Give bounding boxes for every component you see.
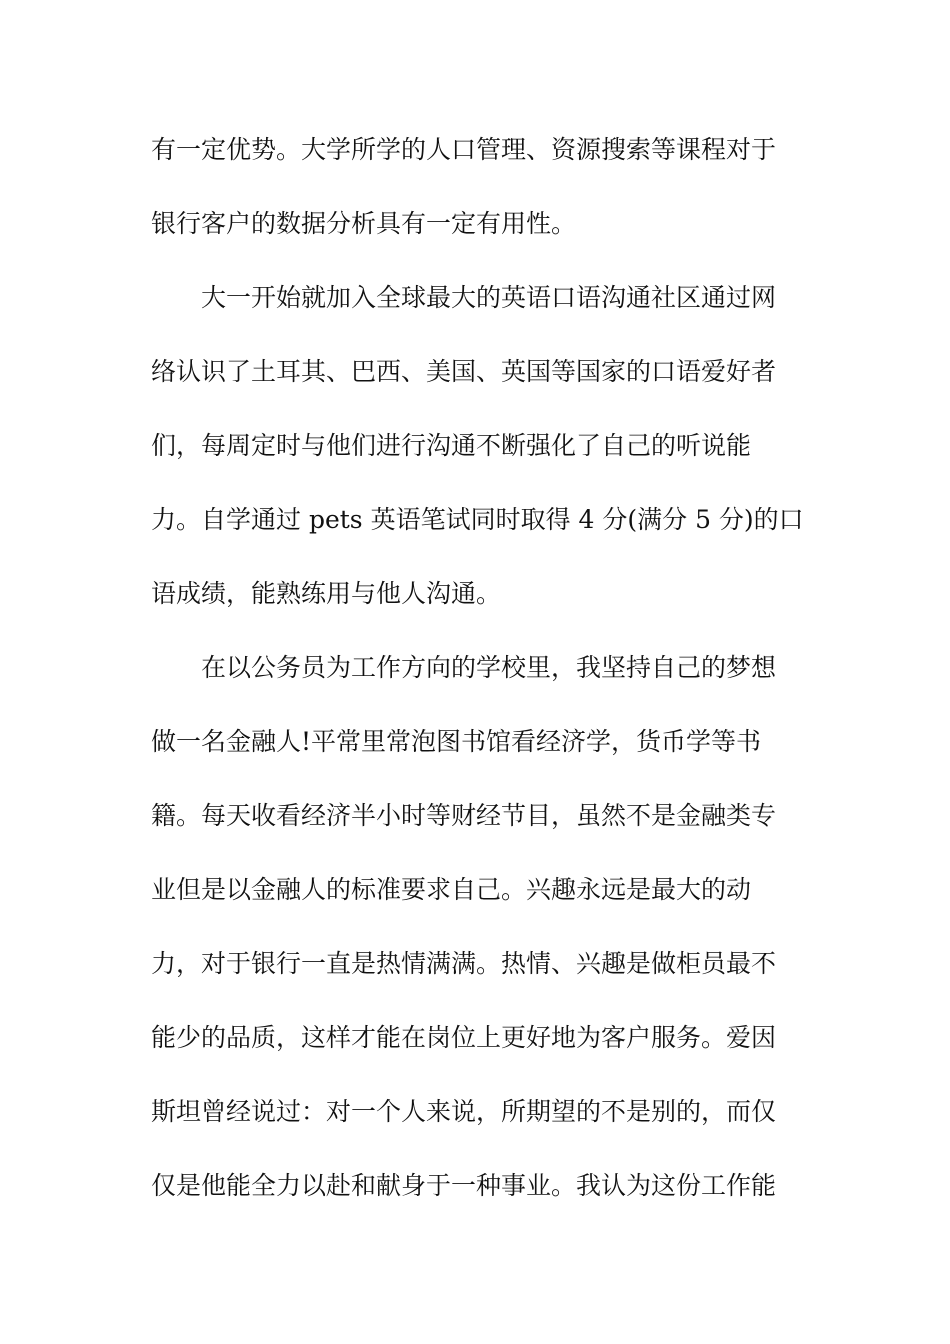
text-line: 籍。每天收看经济半小时等财经节目，虽然不是金融类专 <box>151 801 777 830</box>
text-line: 络认识了土耳其、巴西、美国、英国等国家的口语爱好者 <box>151 357 777 386</box>
text-line: 银行客户的数据分析具有一定有用性。 <box>151 209 577 238</box>
body-text <box>151 127 804 1237</box>
paragraph-start-line: 在以公务员为工作方向的学校里，我坚持自己的梦想 <box>201 653 777 682</box>
text-line: 做一名金融人!平常里常泡图书馆看经济学，货币学等书 <box>151 727 762 756</box>
text-line: 们，每周定时与他们进行沟通不断强化了自己的听说能 <box>151 431 752 460</box>
text-line: 有一定优势。大学所学的人口管理、资源搜索等课程对于 <box>151 135 777 164</box>
text-line: 能少的品质，这样才能在岗位上更好地为客户服务。爱因 <box>151 1023 777 1052</box>
text-line: 语成绩，能熟练用与他人沟通。 <box>151 579 502 608</box>
text-line: 业但是以金融人的标准要求自己。兴趣永远是最大的动 <box>151 875 752 904</box>
paragraph-start-line: 大一开始就加入全球最大的英语口语沟通社区通过网 <box>201 283 777 312</box>
text-line: 力。自学通过 pets 英语笔试同时取得 4 分(满分 5 分)的口 <box>151 505 804 534</box>
text-line: 斯坦曾经说过：对一个人来说，所期望的不是别的，而仅 <box>151 1097 777 1126</box>
text-line: 仅是他能全力以赴和献身于一种事业。我认为这份工作能 <box>151 1171 777 1200</box>
text-line: 力，对于银行一直是热情满满。热情、兴趣是做柜员最不 <box>151 949 777 978</box>
